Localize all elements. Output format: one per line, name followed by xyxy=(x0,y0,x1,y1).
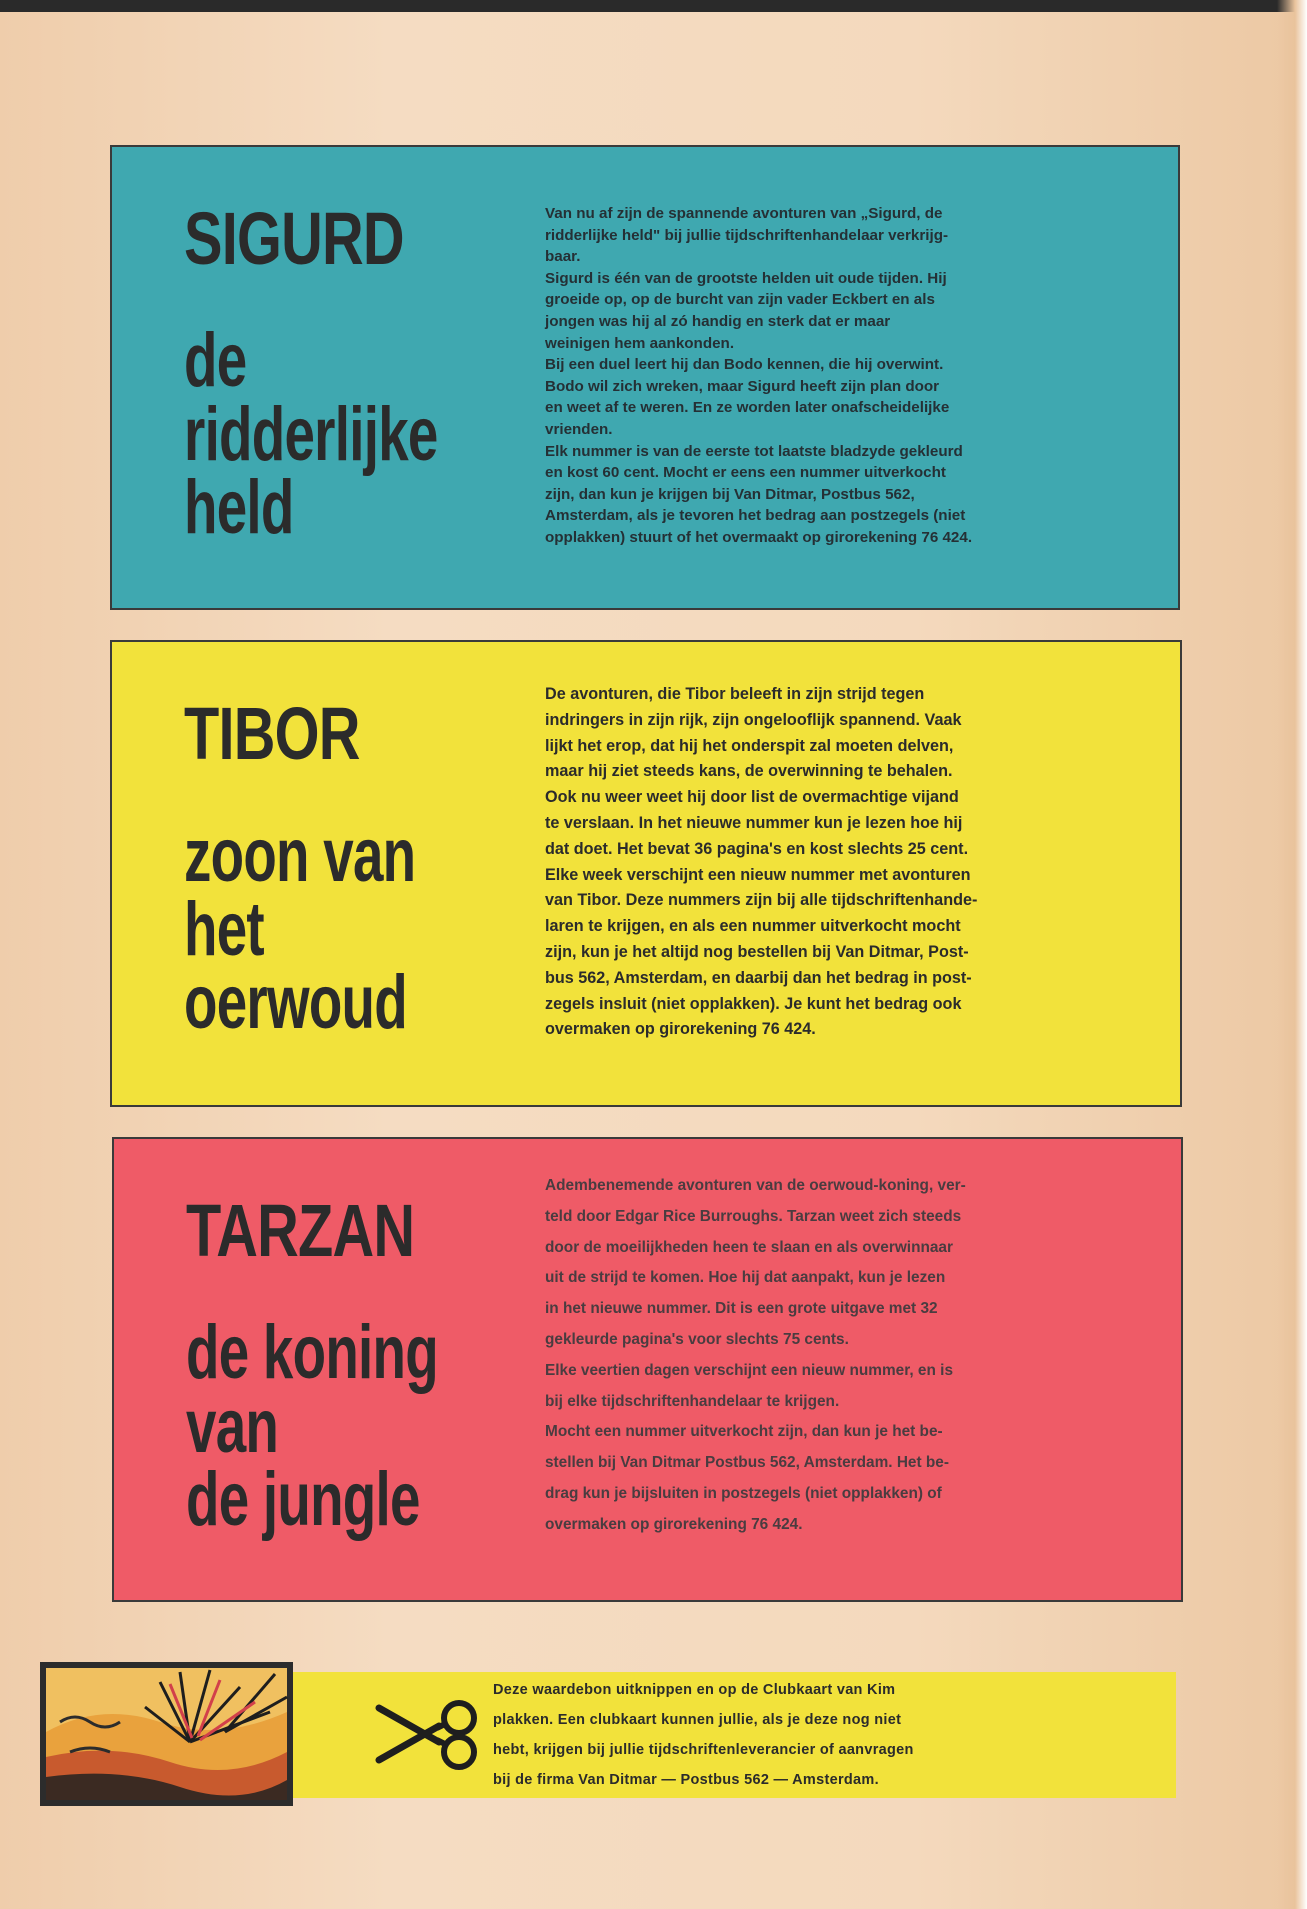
sigurd-subtitle-line: held xyxy=(184,465,294,551)
body-line: hebt, krijgen bij jullie tijdschriftenleverancier of aanvragen xyxy=(493,1742,914,1758)
body-line: Adembenemende avonturen van de oerwoud-koning, ver- xyxy=(545,1177,966,1194)
sigurd-subtitle-line: de xyxy=(184,318,247,403)
body-line: Van nu af zijn de spannende avonturen van „Sigurd, de xyxy=(545,205,943,222)
body-line: Mocht een nummer uitverkocht zijn, dan kun je het be- xyxy=(545,1423,943,1441)
tarzan-subtitle-line: van xyxy=(186,1383,279,1469)
tibor-body-text xyxy=(545,682,1125,1043)
body-line: opplakken) stuurt of het overmaakt op girorekening 76 424. xyxy=(545,528,973,546)
body-line: overmaken op girorekening 76 424. xyxy=(545,1515,803,1533)
scissors-icon xyxy=(373,1694,485,1774)
body-line: De avonturen, die Tibor beleeft in zijn strijd tegen xyxy=(545,685,925,703)
body-line: en kost 60 cent. Mocht er eens een nummer uitverkocht xyxy=(545,464,946,482)
body-line: uit de strijd te komen. Hoe hij dat aanpakt, kun je lezen xyxy=(545,1269,946,1287)
body-line: Elke week verschijnt een nieuw nummer met avonturen xyxy=(545,865,971,884)
tibor-subtitle-line: zoon van xyxy=(184,813,416,898)
tarzan-body-text xyxy=(545,1171,1125,1541)
body-line: bus 562, Amsterdam, en daarbij dan het bedrag in post- xyxy=(545,968,972,987)
body-line: indringers in zijn rijk, zijn ongelooflijk spannend. Vaak xyxy=(545,710,962,729)
sigurd-title: SIGURD xyxy=(184,197,404,280)
tibor-title: TIBOR xyxy=(184,692,360,775)
body-line: stellen bij Van Ditmar Postbus 562, Amsterdam. Het be- xyxy=(545,1454,949,1472)
body-line: door de moeilijkheden heen te slaan en als overwinnaar xyxy=(545,1238,953,1256)
sigurd-body-text xyxy=(545,203,1125,549)
coupon-body-text xyxy=(493,1675,1158,1795)
tibor-ad-panel xyxy=(110,640,1182,1107)
body-line: baar. xyxy=(545,248,581,266)
jungle-illustration xyxy=(40,1662,293,1806)
body-line: ridderlijke held" bij jullie tijdschriftenhandelaar verkrijg- xyxy=(545,226,949,244)
body-line: zegels insluit (niet opplakken). Je kunt het bedrag ook xyxy=(545,994,962,1013)
tibor-subtitle-line: oerwoud xyxy=(184,960,407,1046)
sigurd-ad-panel xyxy=(110,145,1180,610)
tibor-subtitle-line: het xyxy=(184,886,264,972)
body-line: zijn, dan kun je krijgen bij Van Ditmar, Postbus 562, xyxy=(545,485,915,503)
body-line: dat doet. Het bevat 36 pagina's en kost slechts 25 cent. xyxy=(545,839,969,858)
body-line: Bij een duel leert hij dan Bodo kennen, die hij overwint. xyxy=(545,356,944,374)
body-line: bij elke tijdschriftenhandelaar te krijgen. xyxy=(545,1392,840,1410)
body-line: Sigurd is één van de grootste helden uit oude tijden. Hij xyxy=(545,269,947,287)
body-line: overmaken op girorekening 76 424. xyxy=(545,1020,816,1039)
body-line: Elk nummer is van de eerste tot laatste bladzyde gekleurd xyxy=(545,442,963,460)
tarzan-subtitle-line: de koning xyxy=(186,1310,438,1395)
tarzan-subtitle xyxy=(186,1310,438,1543)
sigurd-subtitle xyxy=(184,318,438,551)
coupon-text-strip xyxy=(293,1672,1176,1798)
body-line: van Tibor. Deze nummers zijn bij alle tijdschriftenhande- xyxy=(545,891,978,910)
page-right-edge xyxy=(1277,0,1307,1909)
body-line: Amsterdam, als je tevoren het bedrag aan postzegels (niet xyxy=(545,507,966,525)
body-line: en weet af te weren. En ze worden later onafscheidelijke xyxy=(545,399,950,417)
body-line: lijkt het erop, dat hij het onderspit zal moeten delven, xyxy=(545,736,954,755)
body-line: gekleurde pagina's voor slechts 75 cents. xyxy=(545,1330,849,1348)
body-line: weinigen hem aankonden. xyxy=(545,334,735,352)
body-line: te verslaan. In het nieuwe nummer kun je lezen hoe hij xyxy=(545,813,963,832)
body-line: Elke veertien dagen verschijnt een nieuw nummer, en is xyxy=(545,1361,954,1379)
body-line: jongen was hij al zó handig en sterk dat er maar xyxy=(545,312,891,330)
tarzan-ad-panel xyxy=(112,1137,1183,1602)
top-edge xyxy=(0,0,1307,12)
tarzan-title: TARZAN xyxy=(186,1189,415,1272)
body-line: vrienden. xyxy=(545,420,613,438)
tarzan-subtitle-line: de jungle xyxy=(186,1457,420,1543)
body-line: teld door Edgar Rice Burroughs. Tarzan weet zich steeds xyxy=(545,1207,962,1225)
body-line: bij de firma Van Ditmar — Postbus 562 — Amsterdam. xyxy=(493,1772,879,1788)
body-line: Bodo wil zich wreken, maar Sigurd heeft zijn plan door xyxy=(545,377,940,395)
body-line: plakken. Een clubkaart kunnen jullie, als je deze nog niet xyxy=(493,1712,902,1728)
body-line: Deze waardebon uitknippen en op de Clubkaart van Kim xyxy=(493,1682,896,1698)
body-line: maar hij ziet steeds kans, de overwinning te behalen. xyxy=(545,762,953,781)
sigurd-subtitle-line: ridderlijke xyxy=(184,391,438,477)
body-line: zijn, kun je het altijd nog bestellen bij Van Ditmar, Post- xyxy=(545,942,969,961)
coupon-strip xyxy=(40,1662,1176,1806)
tibor-subtitle xyxy=(184,813,416,1046)
body-line: groeide op, op de burcht van zijn vader Eckbert en als xyxy=(545,291,935,309)
body-line: laren te krijgen, en als een nummer uitverkocht mocht xyxy=(545,917,961,936)
body-line: Ook nu weer weet hij door list de overmachtige vijand xyxy=(545,788,959,807)
body-line: drag kun je bijsluiten in postzegels (niet opplakken) of xyxy=(545,1484,942,1502)
body-line: in het nieuwe nummer. Dit is een grote uitgave met 32 xyxy=(545,1300,938,1318)
